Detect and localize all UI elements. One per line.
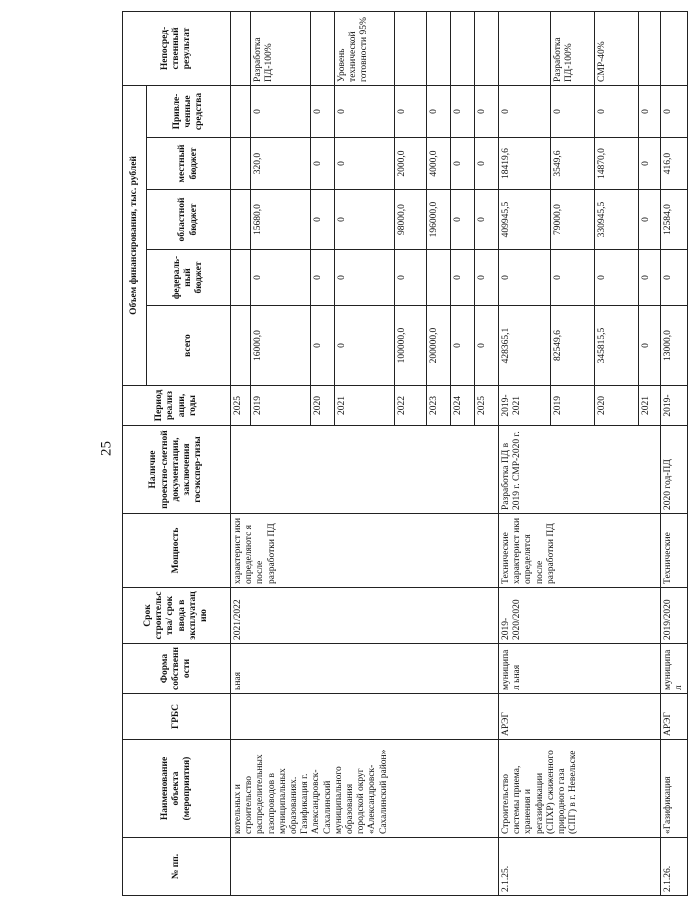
- cell-period: 2021: [639, 386, 661, 426]
- cell-federal: 0: [661, 250, 688, 306]
- cell-ownership: ьная: [231, 644, 499, 694]
- cell-local: 4000,0: [427, 138, 451, 190]
- header-total: всего: [147, 306, 231, 386]
- cell-regional: 12584,0: [661, 190, 688, 250]
- cell-total: 345815,5: [595, 306, 639, 386]
- cell-local: 0: [475, 138, 499, 190]
- cell-regional: 409945,5: [499, 190, 551, 250]
- cell-local: 0: [639, 138, 661, 190]
- cell-attracted: 0: [451, 85, 475, 137]
- cell-total: 82549,6: [551, 306, 595, 386]
- cell-period: 2019: [251, 386, 311, 426]
- cell-regional: 196000,0: [427, 190, 451, 250]
- cell-result: Уровень технической готовности 95%: [335, 11, 395, 85]
- header-regional: областной бюджет: [147, 190, 231, 250]
- cell-total: [231, 306, 251, 386]
- cell-period: 2019-: [661, 386, 688, 426]
- header-name: Наименование объекта (мероприятия): [123, 740, 231, 838]
- cell-ownership: муниципал ьная: [499, 644, 661, 694]
- cell-attracted: 0: [427, 85, 451, 137]
- cell-federal: 0: [451, 250, 475, 306]
- header-term: Срок строительства/ срок ввода в эксплуатацию: [123, 588, 231, 644]
- table-header: [123, 11, 231, 895]
- cell-federal: 0: [475, 250, 499, 306]
- header-period: Период реализации, годы: [123, 386, 231, 426]
- cell-num: [231, 838, 499, 896]
- cell-result: [427, 11, 451, 85]
- cell-docs: [231, 426, 499, 514]
- cell-local: 18419,6: [499, 138, 551, 190]
- cell-regional: 0: [639, 190, 661, 250]
- cell-result: [395, 11, 427, 85]
- cell-result: [475, 11, 499, 85]
- cell-federal: 0: [639, 250, 661, 306]
- cell-regional: 0: [311, 190, 335, 250]
- cell-result: [451, 11, 475, 85]
- cell-total: 0: [451, 306, 475, 386]
- cell-num: 2.1.25.: [499, 838, 661, 896]
- cell-federal: [427, 250, 451, 306]
- cell-num: 2.1.26.: [661, 838, 688, 896]
- cell-capacity: характерист ики определяютс я после разработки ПД: [231, 514, 499, 588]
- financing-table: [122, 11, 688, 896]
- cell-ownership: муниципал: [661, 644, 688, 694]
- header-financing: Объем финансирования, тыс. рублей: [123, 85, 147, 385]
- cell-result: Разработка ПД-100%: [251, 11, 311, 85]
- cell-regional: 0: [475, 190, 499, 250]
- cell-federal: 0: [395, 250, 427, 306]
- cell-total: 0: [311, 306, 335, 386]
- cell-regional: 0: [335, 190, 395, 250]
- table-container: [122, 12, 685, 896]
- header-ownership: Форма собственности: [123, 644, 231, 694]
- cell-grbs: АРЭГ: [499, 694, 661, 740]
- cell-total: 13000,0: [661, 306, 688, 386]
- cell-period: 2019: [551, 386, 595, 426]
- cell-attracted: 0: [661, 85, 688, 137]
- cell-local: 2000,0: [395, 138, 427, 190]
- cell-attracted: 0: [311, 85, 335, 137]
- cell-result: [311, 11, 335, 85]
- cell-attracted: 0: [639, 85, 661, 137]
- cell-period: 2020: [311, 386, 335, 426]
- cell-federal: 0: [335, 250, 395, 306]
- header-local: местный бюджет: [147, 138, 231, 190]
- cell-period: 2025: [475, 386, 499, 426]
- cell-attracted: 0: [395, 85, 427, 137]
- table-body: [231, 11, 688, 895]
- cell-grbs: АРЭГ: [661, 694, 688, 740]
- page-number: 25: [98, 441, 115, 456]
- cell-grbs: [231, 694, 499, 740]
- cell-federal: 0: [595, 250, 639, 306]
- cell-local: 0: [451, 138, 475, 190]
- cell-attracted: 0: [595, 85, 639, 137]
- cell-capacity: Технические: [661, 514, 688, 588]
- cell-federal: 0: [499, 250, 551, 306]
- cell-federal: 0: [311, 250, 335, 306]
- header-grbs: ГРБС: [123, 694, 231, 740]
- cell-local: [231, 138, 251, 190]
- table-row: [231, 11, 251, 895]
- cell-total: 0: [475, 306, 499, 386]
- cell-name: Строительство системы приема, хранения и регазификации (СПХР) сжиженного природного газа (СПГ) в г. Невельске: [499, 740, 661, 838]
- header-num: № пп.: [123, 838, 231, 896]
- cell-regional: 0: [451, 190, 475, 250]
- cell-term: 2019/2020: [661, 588, 688, 644]
- cell-attracted: 0: [475, 85, 499, 137]
- cell-attracted: 0: [251, 85, 311, 137]
- cell-federal: [231, 250, 251, 306]
- cell-term: 2019-2020/2020: [499, 588, 661, 644]
- cell-term: 2021/2022: [231, 588, 499, 644]
- header-docs: Наличие проектно-сметной документации, заключения госэкспер-тизы: [123, 426, 231, 514]
- cell-result: [661, 11, 688, 85]
- cell-total: 428365,1: [499, 306, 551, 386]
- cell-name: котельных и строительство распределительных газопроводов в муниципальных образованиях. Газификация г. Александровск-Сахалинский муниципального образования городской округ «Александровск-Сахалинский район»: [231, 740, 499, 838]
- header-capacity: Мощность: [123, 514, 231, 588]
- table-row: [661, 11, 688, 895]
- cell-result: [231, 11, 251, 85]
- table-row: [499, 11, 551, 895]
- cell-local: 3549,6: [551, 138, 595, 190]
- cell-total: 0: [335, 306, 395, 386]
- cell-local: 0: [311, 138, 335, 190]
- header-attracted: Привле-ченные средства: [147, 85, 231, 137]
- cell-period: 2020: [595, 386, 639, 426]
- cell-attracted: [231, 85, 251, 137]
- cell-regional: [231, 190, 251, 250]
- cell-attracted: 0: [499, 85, 551, 137]
- cell-period: 2025: [231, 386, 251, 426]
- cell-result: Разработка ПД-100%: [551, 11, 595, 85]
- cell-regional: 330945,5: [595, 190, 639, 250]
- cell-period: 2023: [427, 386, 451, 426]
- cell-attracted: 0: [551, 85, 595, 137]
- cell-total: 0: [639, 306, 661, 386]
- cell-result: СМР-40%: [595, 11, 639, 85]
- cell-total: 100000,0: [395, 306, 427, 386]
- cell-period: 2019-2021: [499, 386, 551, 426]
- cell-docs: Разработка ПД в 2019 г. СМР-2020 г.: [499, 426, 661, 514]
- cell-local: 416,0: [661, 138, 688, 190]
- cell-regional: 79000,0: [551, 190, 595, 250]
- cell-result: [639, 11, 661, 85]
- cell-local: 320,0: [251, 138, 311, 190]
- cell-regional: 98000,0: [395, 190, 427, 250]
- header-result: Непосред-ственный результат: [123, 11, 231, 85]
- cell-total: 16000,0: [251, 306, 311, 386]
- cell-capacity: Технические характерист ики определятся после разработки ПД: [499, 514, 661, 588]
- cell-federal: 0: [251, 250, 311, 306]
- cell-federal: 0: [551, 250, 595, 306]
- cell-period: 2024: [451, 386, 475, 426]
- cell-regional: 15680,0: [251, 190, 311, 250]
- cell-period: 2021: [335, 386, 395, 426]
- cell-name: «Газификация: [661, 740, 688, 838]
- cell-local: 14870,0: [595, 138, 639, 190]
- cell-result: [499, 11, 551, 85]
- rotated-table-frame: [122, 12, 685, 896]
- cell-docs: 2020 год-ПД: [661, 426, 688, 514]
- header-federal: федераль-ный бюджет: [147, 250, 231, 306]
- cell-attracted: 0: [335, 85, 395, 137]
- cell-total: 200000,0: [427, 306, 451, 386]
- cell-period: 2022: [395, 386, 427, 426]
- cell-local: 0: [335, 138, 395, 190]
